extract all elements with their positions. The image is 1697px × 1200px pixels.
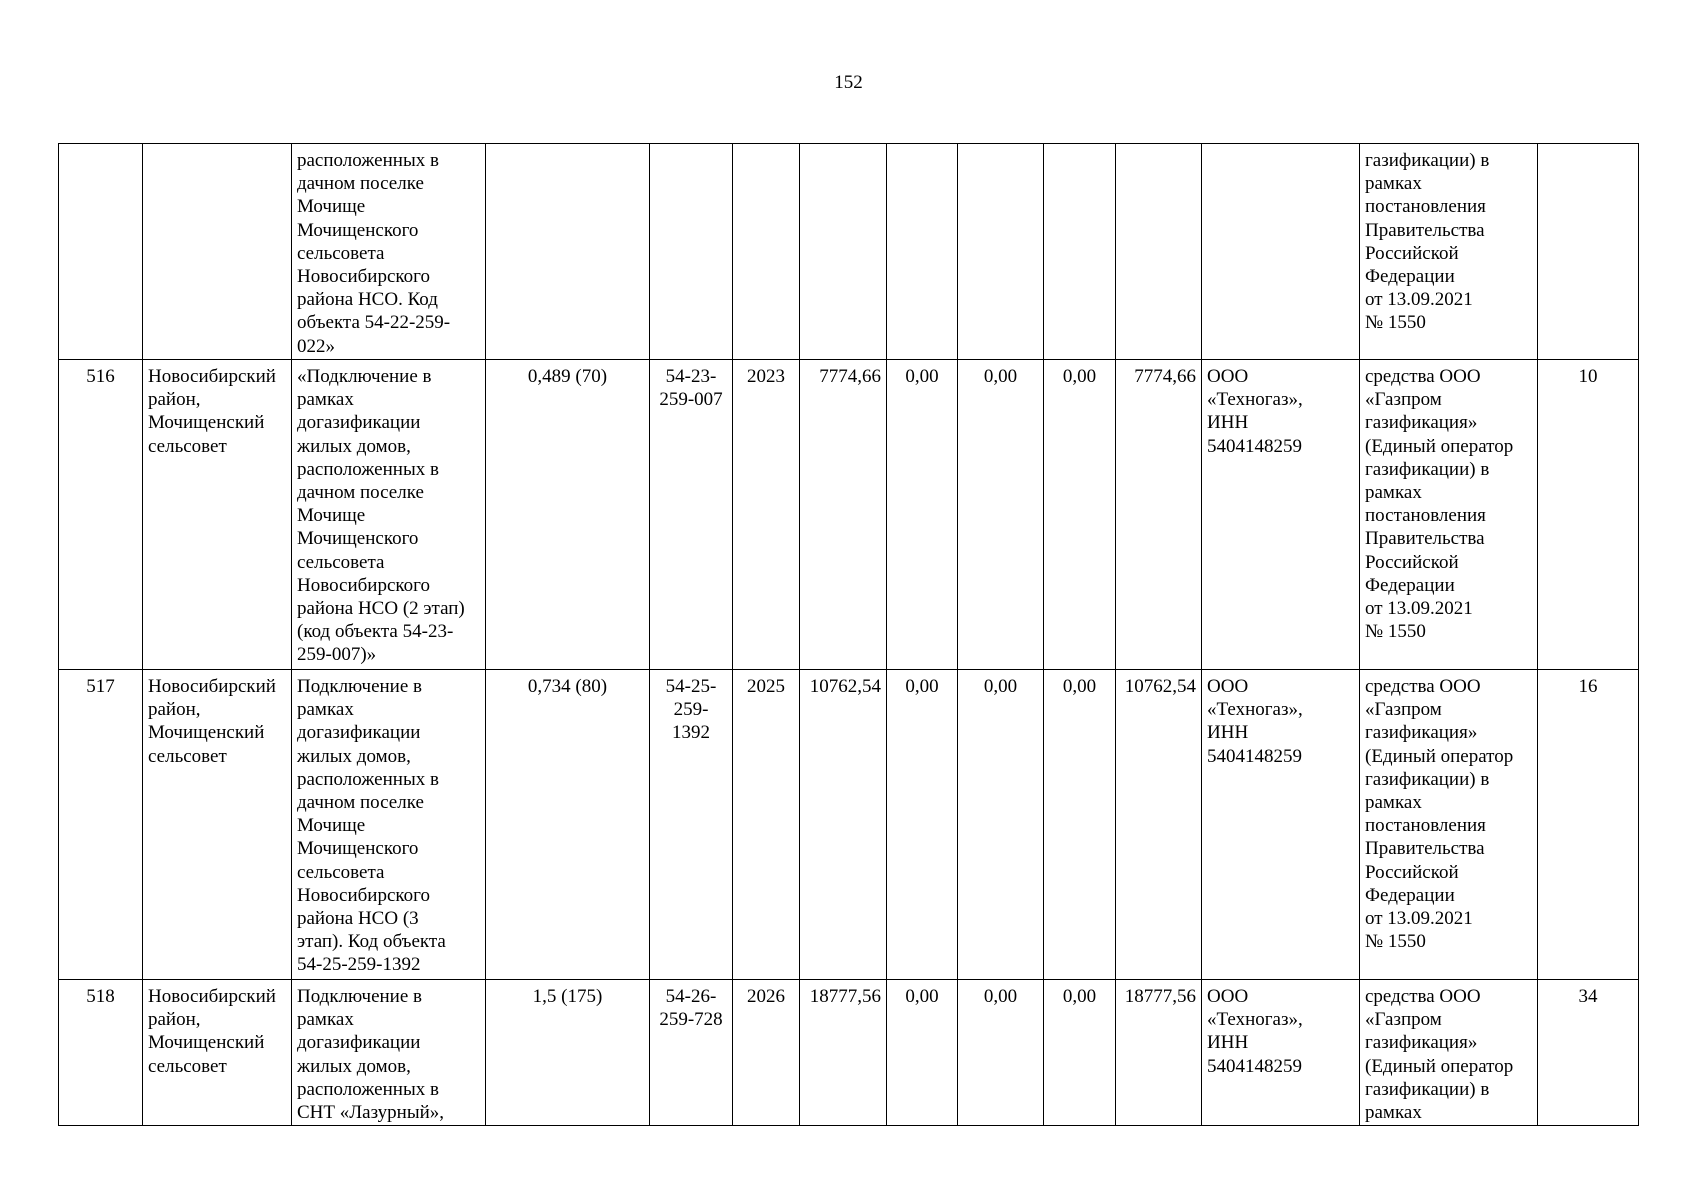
row-number-cell <box>59 144 143 360</box>
territory-cell: Новосибирский район, Мочищенский сельсовет <box>143 980 292 1126</box>
territory-cell <box>143 144 292 360</box>
object-name-cell: расположенных в дачном поселке Мочище Мочищенского сельсовета Новосибирского района НСО. Код объекта 54-22-259- 022» <box>292 144 486 360</box>
object-code-cell: 54-26- 259-728 <box>650 980 733 1126</box>
table-row <box>59 144 1639 360</box>
length-cell: 1,5 (175) <box>486 980 650 1126</box>
length-cell: 0,734 (80) <box>486 670 650 980</box>
object-code-cell: 54-25- 259-1392 <box>650 670 733 980</box>
amount-cell-4: 10762,54 <box>1116 670 1202 980</box>
program-table <box>58 143 1639 1126</box>
funding-source-cell: средства ООО «Газпром газификация» (Единый оператор газификации) в рамках постановления Правительства Российской Федерации от 13.09.2021 № 1550 <box>1360 360 1538 670</box>
object-code-cell <box>650 144 733 360</box>
territory-cell: Новосибирский район, Мочищенский сельсовет <box>143 360 292 670</box>
table-row <box>59 980 1639 1126</box>
funding-source-cell: средства ООО «Газпром газификация» (Единый оператор газификации) в рамках <box>1360 980 1538 1126</box>
year-cell <box>733 144 800 360</box>
length-cell <box>486 144 650 360</box>
table-row <box>59 360 1639 670</box>
object-code-cell: 54-23- 259-007 <box>650 360 733 670</box>
amount-cell-2: 0,00 <box>958 980 1044 1126</box>
total-cost-cell: 18777,56 <box>800 980 887 1126</box>
table-row <box>59 670 1639 980</box>
count-cell: 10 <box>1538 360 1639 670</box>
amount-cell-2 <box>958 144 1044 360</box>
count-cell: 16 <box>1538 670 1639 980</box>
year-cell: 2026 <box>733 980 800 1126</box>
organization-cell <box>1202 144 1360 360</box>
territory-cell: Новосибирский район, Мочищенский сельсовет <box>143 670 292 980</box>
amount-cell-3: 0,00 <box>1044 670 1116 980</box>
object-name-cell: Подключение в рамках догазификации жилых домов, расположенных в дачном поселке Мочище Мочищенского сельсовета Новосибирского района НСО (3 этап). Код объекта 54-25-259-1392 <box>292 670 486 980</box>
object-name-cell: Подключение в рамках догазификации жилых домов, расположенных в СНТ «Лазурный», <box>292 980 486 1126</box>
row-number-cell: 518 <box>59 980 143 1126</box>
organization-cell: ООО «Техногаз», ИНН 5404148259 <box>1202 670 1360 980</box>
amount-cell-3: 0,00 <box>1044 360 1116 670</box>
row-number-cell: 516 <box>59 360 143 670</box>
total-cost-cell: 7774,66 <box>800 360 887 670</box>
amount-cell-1: 0,00 <box>887 980 958 1126</box>
total-cost-cell: 10762,54 <box>800 670 887 980</box>
total-cost-cell <box>800 144 887 360</box>
organization-cell: ООО «Техногаз», ИНН 5404148259 <box>1202 980 1360 1126</box>
count-cell <box>1538 144 1639 360</box>
year-cell: 2025 <box>733 670 800 980</box>
amount-cell-1: 0,00 <box>887 670 958 980</box>
amount-cell-3: 0,00 <box>1044 980 1116 1126</box>
year-cell: 2023 <box>733 360 800 670</box>
amount-cell-2: 0,00 <box>958 670 1044 980</box>
count-cell: 34 <box>1538 980 1639 1126</box>
amount-cell-1 <box>887 144 958 360</box>
organization-cell: ООО «Техногаз», ИНН 5404148259 <box>1202 360 1360 670</box>
amount-cell-4: 7774,66 <box>1116 360 1202 670</box>
amount-cell-3 <box>1044 144 1116 360</box>
funding-source-cell: газификации) в рамках постановления Правительства Российской Федерации от 13.09.2021 № 1550 <box>1360 144 1538 360</box>
page-number: 152 <box>834 72 863 93</box>
funding-source-cell: средства ООО «Газпром газификация» (Единый оператор газификации) в рамках постановления Правительства Российской Федерации от 13.09.2021 № 1550 <box>1360 670 1538 980</box>
amount-cell-1: 0,00 <box>887 360 958 670</box>
amount-cell-4 <box>1116 144 1202 360</box>
amount-cell-2: 0,00 <box>958 360 1044 670</box>
length-cell: 0,489 (70) <box>486 360 650 670</box>
row-number-cell: 517 <box>59 670 143 980</box>
amount-cell-4: 18777,56 <box>1116 980 1202 1126</box>
object-name-cell: «Подключение в рамках догазификации жилых домов, расположенных в дачном поселке Мочище Мочищенского сельсовета Новосибирского района НСО (2 этап) (код объекта 54-23- 259-007)» <box>292 360 486 670</box>
